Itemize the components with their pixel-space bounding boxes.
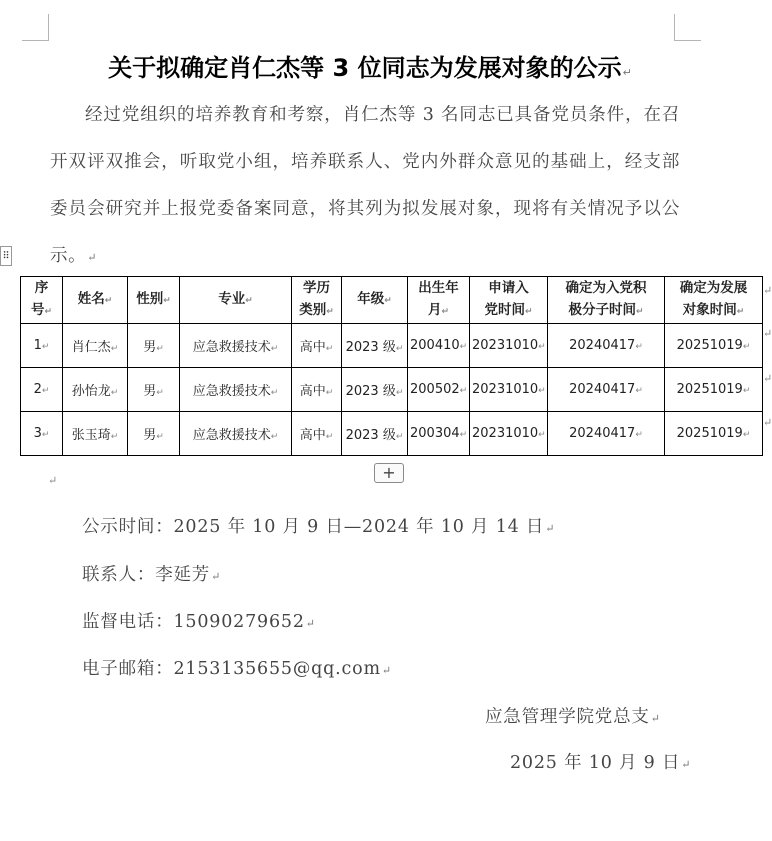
organization-text: 应急管理学院党总支 (485, 707, 650, 727)
cell-text: 20240417 (569, 338, 636, 353)
page-corner-mark-top-left (22, 14, 49, 41)
paragraph-text: 经过党组织的培养教育和考察，肖仁杰等 3 名同志已具备党员条件，在召开双评双推会，听取党小组，培养联系人、党内外群众意见的基础上，经支部委员会研究并上报党委备案同意，将其列为拟发展对象，现将有关情况予以公示。 (50, 105, 680, 266)
cell-mark-icon: ↵ (736, 307, 745, 317)
table-cell[interactable] (470, 368, 548, 412)
header-text: 姓名 (77, 291, 105, 307)
cell-mark-icon: ↵ (104, 296, 113, 306)
table-cell[interactable] (665, 412, 763, 456)
cell-mark-icon: ↵ (156, 432, 164, 442)
cell-text: 应急救援技术 (192, 340, 271, 355)
table-cell[interactable] (665, 368, 763, 412)
paragraph-mark-icon: ↵ (622, 66, 632, 79)
header-text: 月 (427, 302, 442, 318)
table-cell[interactable] (548, 324, 665, 368)
table-header-row (21, 277, 763, 324)
cell-text: 20240417 (569, 382, 636, 397)
header-text: 专业 (218, 291, 246, 307)
header-text: 确定为入党积 (565, 280, 647, 296)
table-cell[interactable] (63, 412, 128, 456)
cell-text: 20240417 (569, 426, 636, 441)
paragraph-mark-icon: ↵ (305, 617, 316, 630)
cell-mark-icon: ↵ (325, 388, 334, 398)
header-text: 确定为发展 (679, 280, 748, 296)
table-cell[interactable] (63, 368, 128, 412)
header-text: 号 (30, 302, 45, 318)
table-cell[interactable] (408, 368, 470, 412)
cell-mark-icon: ↵ (110, 344, 119, 354)
cell-text: 20251019 (676, 338, 743, 353)
cell-mark-icon: ↵ (384, 296, 392, 306)
table-move-handle-icon[interactable]: ⠿ (0, 246, 12, 266)
cell-text: 200502 (410, 382, 460, 397)
cell-mark-icon: ↵ (44, 307, 53, 317)
cell-text: 应急救援技术 (192, 428, 271, 443)
cell-mark-icon: ↵ (395, 344, 404, 354)
cell-text: 200304 (410, 426, 460, 441)
cell-mark-icon: ↵ (635, 386, 643, 396)
table-cell[interactable] (470, 324, 548, 368)
table-cell[interactable] (292, 324, 342, 368)
cell-mark-icon: ↵ (538, 386, 546, 396)
table-cell[interactable] (408, 412, 470, 456)
date-text: 2025 年 10 月 9 日 (510, 753, 681, 773)
header-text: 序 (34, 280, 49, 296)
row-end-mark-icon: ↵ (763, 284, 772, 297)
cell-text: 高中 (299, 428, 326, 443)
paragraph-mark-icon: ↵ (650, 712, 661, 725)
paragraph-mark-icon: ↵ (48, 474, 58, 487)
cell-mark-icon: ↵ (742, 386, 751, 396)
cell-text: 高中 (299, 384, 326, 399)
header-text: 类别 (299, 302, 327, 318)
paragraph-mark-icon: ↵ (545, 522, 556, 535)
table-cell[interactable] (665, 324, 763, 368)
cell-mark-icon: ↵ (270, 344, 279, 354)
table-cell[interactable] (342, 324, 408, 368)
table-cell[interactable] (548, 412, 665, 456)
cell-text: 张玉琦 (71, 428, 111, 443)
cell-text: 应急救援技术 (192, 384, 271, 399)
cell-mark-icon: ↵ (110, 432, 119, 442)
cell-text: 20251019 (676, 426, 743, 441)
table-cell[interactable] (342, 368, 408, 412)
publicity-time (82, 513, 555, 538)
email-address (82, 655, 392, 680)
phone-text: 监督电话：15090279652 (82, 612, 305, 632)
cell-text: 3 (33, 426, 42, 441)
table-cell[interactable] (21, 412, 63, 456)
document-title (0, 48, 740, 83)
table-row[interactable] (21, 368, 763, 412)
header-text: 极分子时间 (568, 302, 636, 318)
header-cell (180, 277, 292, 324)
cell-text: 男 (143, 384, 157, 399)
cell-mark-icon: ↵ (441, 307, 450, 317)
table-row[interactable] (21, 324, 763, 368)
cell-mark-icon: ↵ (41, 386, 50, 396)
header-cell (665, 277, 763, 324)
row-end-mark-icon: ↵ (763, 416, 772, 429)
organization-signature (485, 703, 661, 728)
header-cell (128, 277, 180, 324)
table-cell[interactable] (292, 368, 342, 412)
table-cell[interactable] (342, 412, 408, 456)
cell-mark-icon: ↵ (635, 342, 643, 352)
table-cell[interactable] (128, 368, 180, 412)
table-cell[interactable] (292, 412, 342, 456)
signature-date (510, 749, 691, 774)
cell-text: 高中 (299, 340, 326, 355)
contact-text: 联系人：李延芳 (82, 565, 211, 585)
table-cell[interactable] (180, 412, 292, 456)
header-cell (342, 277, 408, 324)
header-cell (63, 277, 128, 324)
cell-mark-icon: ↵ (41, 342, 50, 352)
table-cell[interactable] (21, 324, 63, 368)
cell-text: 2023 级 (345, 340, 396, 355)
row-end-mark-icon: ↵ (763, 372, 772, 385)
cell-mark-icon: ↵ (742, 342, 751, 352)
cell-mark-icon: ↵ (524, 307, 533, 317)
header-text: 党时间 (484, 302, 525, 318)
table-cell[interactable] (63, 324, 128, 368)
table-cell[interactable] (470, 412, 548, 456)
cell-mark-icon: ↵ (163, 296, 171, 306)
cell-mark-icon: ↵ (245, 296, 253, 306)
table-row[interactable] (21, 412, 763, 456)
publicity-time-text: 公示时间：2025 年 10 月 9 日—2024 年 10 月 14 日 (82, 517, 545, 537)
cell-text: 2 (33, 382, 42, 397)
table-cell[interactable] (408, 324, 470, 368)
cell-text: 20231010 (472, 426, 539, 441)
table-cell[interactable] (128, 412, 180, 456)
title-text: 关于拟确定肖仁杰等 3 位同志为发展对象的公示 (108, 54, 622, 82)
cell-mark-icon: ↵ (156, 344, 164, 354)
cell-text: 2023 级 (345, 384, 396, 399)
table-cell[interactable] (180, 324, 292, 368)
page-corner-mark-top-right (674, 14, 701, 41)
cell-text: 男 (143, 428, 157, 443)
cell-mark-icon: ↵ (459, 430, 468, 440)
cell-mark-icon: ↵ (325, 432, 334, 442)
cell-mark-icon: ↵ (110, 388, 119, 398)
header-text: 性别 (136, 291, 164, 307)
header-text: 申请入 (488, 280, 529, 296)
paragraph-mark-icon: ↵ (381, 664, 392, 677)
contact-person (82, 561, 221, 586)
candidates-table (20, 276, 763, 456)
cell-mark-icon: ↵ (41, 430, 50, 440)
table-cell[interactable] (548, 368, 665, 412)
cell-mark-icon: ↵ (538, 430, 546, 440)
header-cell (548, 277, 665, 324)
header-cell (470, 277, 548, 324)
cell-mark-icon: ↵ (538, 342, 546, 352)
table-cell[interactable] (128, 324, 180, 368)
paragraph-mark-icon: ↵ (87, 251, 98, 264)
header-cell (21, 277, 63, 324)
header-text: 出生年 (418, 280, 459, 296)
email-text: 电子邮箱：2153135655@qq.com (82, 659, 381, 679)
cell-text: 2023 级 (345, 428, 396, 443)
cell-mark-icon: ↵ (635, 430, 643, 440)
header-text: 对象时间 (682, 302, 737, 318)
table-cell[interactable] (21, 368, 63, 412)
cell-mark-icon: ↵ (270, 388, 279, 398)
table-cell[interactable] (180, 368, 292, 412)
cell-text: 20251019 (676, 382, 743, 397)
row-end-mark-icon: ↵ (763, 327, 772, 340)
cell-mark-icon: ↵ (326, 307, 334, 317)
announcement-paragraph (50, 92, 680, 281)
cell-mark-icon: ↵ (459, 386, 468, 396)
cell-text: 男 (143, 340, 157, 355)
cell-mark-icon: ↵ (325, 344, 334, 354)
cell-mark-icon: ↵ (156, 388, 164, 398)
cell-text: 20231010 (472, 382, 539, 397)
cell-mark-icon: ↵ (742, 430, 751, 440)
paragraph-mark-icon: ↵ (211, 570, 222, 583)
cell-text: 肖仁杰 (71, 340, 111, 355)
header-text: 年级 (357, 291, 385, 307)
cell-text: 1 (33, 338, 42, 353)
supervision-phone (82, 608, 316, 633)
cell-mark-icon: ↵ (270, 432, 279, 442)
cell-mark-icon: ↵ (395, 388, 404, 398)
cell-text: 孙怡龙 (71, 384, 111, 399)
cell-text: 20231010 (472, 338, 539, 353)
table-body (21, 324, 763, 456)
header-text: 学历 (303, 280, 330, 296)
cell-mark-icon: ↵ (459, 342, 468, 352)
header-cell (408, 277, 470, 324)
paragraph-mark-icon: ↵ (681, 758, 692, 771)
add-row-button[interactable]: + (374, 463, 404, 483)
cell-mark-icon: ↵ (635, 307, 644, 317)
header-cell (292, 277, 342, 324)
cell-text: 200410 (410, 338, 460, 353)
cell-mark-icon: ↵ (395, 432, 404, 442)
